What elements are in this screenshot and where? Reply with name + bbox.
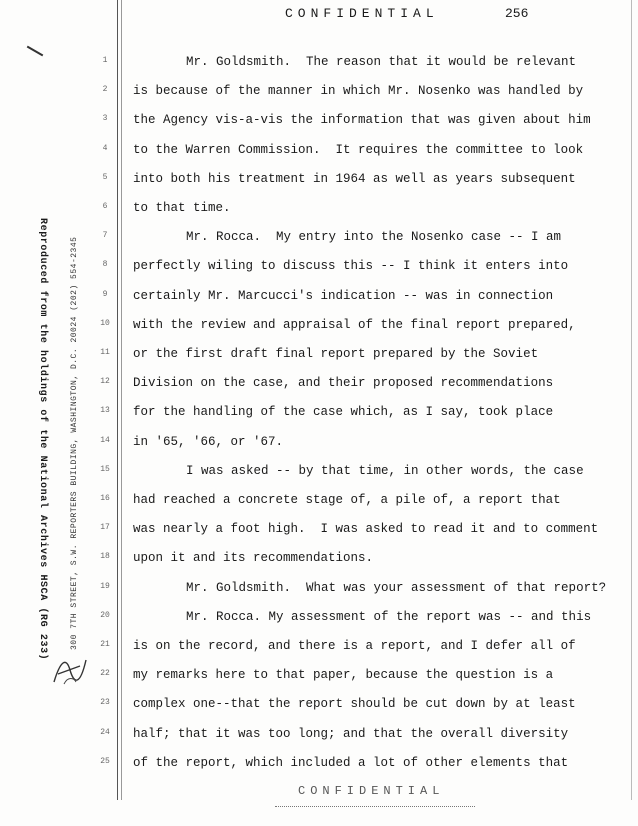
transcript-line: Division on the case, and their proposed recommendations <box>133 376 554 391</box>
transcript-line: in '65, '66, or '67. <box>133 434 284 449</box>
line-number: 23 <box>100 698 110 708</box>
transcript-line: half; that it was too long; and that the overall diversity <box>133 726 569 741</box>
line-number: 7 <box>102 231 108 241</box>
line-number: 14 <box>100 435 110 445</box>
transcript-line: is on the record, and there is a report, and I defer all of <box>133 639 576 653</box>
reporter-address: 300 7TH STREET, S.W. REPORTERS BUILDING, WASHINGTON, D.C. 20024 (202) 554-2345 <box>70 236 79 650</box>
transcript-line: into both his treatment in 1964 as well as years subsequent <box>133 171 576 186</box>
transcript-line: Mr. Goldsmith. What was your assessment of that report? <box>186 580 607 595</box>
right-edge-rule <box>631 0 632 800</box>
margin-rule <box>117 0 118 800</box>
transcript-line: Mr. Rocca. My assessment of the report was -- and this <box>186 609 592 624</box>
line-number: 15 <box>100 464 110 474</box>
line-number: 6 <box>102 202 108 211</box>
margin-tick-mark <box>27 46 44 57</box>
transcript-line: to the Warren Commission. It requires the committee to look <box>133 142 584 157</box>
line-number: 1 <box>102 56 108 65</box>
line-number: 10 <box>100 318 110 328</box>
transcript-line: Mr. Goldsmith. The reason that it would be relevant <box>186 55 577 69</box>
transcript-line: the Agency vis-a-vis the information that was given about him <box>133 113 591 128</box>
transcript-line: with the review and appraisal of the final report prepared, <box>133 317 576 332</box>
handwritten-initials <box>50 652 90 688</box>
transcript-line: of the report, which included a lot of other elements that <box>133 755 569 770</box>
transcript-line: Mr. Rocca. My entry into the Nosenko case -- I am <box>186 230 562 245</box>
line-number: 25 <box>100 756 110 766</box>
line-number: 18 <box>100 552 110 562</box>
transcript-line: certainly Mr. Marcucci's indication -- was in connection <box>133 288 554 303</box>
transcript-line: for the handling of the case which, as I say, took place <box>133 405 554 420</box>
transcript-line: was nearly a foot high. I was asked to read it and to comment <box>133 522 599 537</box>
transcript-line: upon it and its recommendations. <box>133 551 374 566</box>
line-number: 11 <box>100 348 110 357</box>
line-number: 5 <box>102 172 108 182</box>
line-number: 17 <box>100 523 110 533</box>
transcript-line: I was asked -- by that time, in other words, the case <box>186 463 584 478</box>
transcript-line: is because of the manner in which Mr. Nosenko was handled by <box>133 84 584 99</box>
line-number: 24 <box>100 727 110 737</box>
line-number: 21 <box>100 640 110 649</box>
transcript-line: complex one--that the report should be cut down by at least <box>133 697 576 712</box>
footer-illegible-line <box>275 806 475 811</box>
reproduced-note: Reproduced from the holdings of the National Archives HSCA (RG 233) <box>37 218 48 661</box>
transcript-line: had reached a concrete stage of, a pile of, a report that <box>133 493 561 507</box>
footer-classification: CONFIDENTIAL <box>298 784 445 798</box>
margin-rule-inner <box>121 0 122 800</box>
header-classification: CONFIDENTIAL <box>285 6 439 21</box>
line-number: 9 <box>102 289 108 299</box>
line-number: 13 <box>100 406 110 416</box>
transcript-line: or the first draft final report prepared by the Soviet <box>133 347 539 361</box>
line-number: 16 <box>100 494 110 503</box>
transcript-line: perfectly wiling to discuss this -- I think it enters into <box>133 259 569 274</box>
line-number: 4 <box>102 143 108 153</box>
page-number: 256 <box>505 6 529 21</box>
line-number: 12 <box>100 377 110 387</box>
line-number: 8 <box>102 260 108 270</box>
transcript-line: my remarks here to that paper, because the question is a <box>133 668 554 683</box>
line-number: 20 <box>100 610 110 620</box>
line-number: 2 <box>102 85 108 95</box>
transcript-line: to that time. <box>133 201 231 215</box>
line-number: 22 <box>100 669 110 679</box>
line-number: 19 <box>100 581 110 591</box>
line-number: 3 <box>102 114 108 124</box>
